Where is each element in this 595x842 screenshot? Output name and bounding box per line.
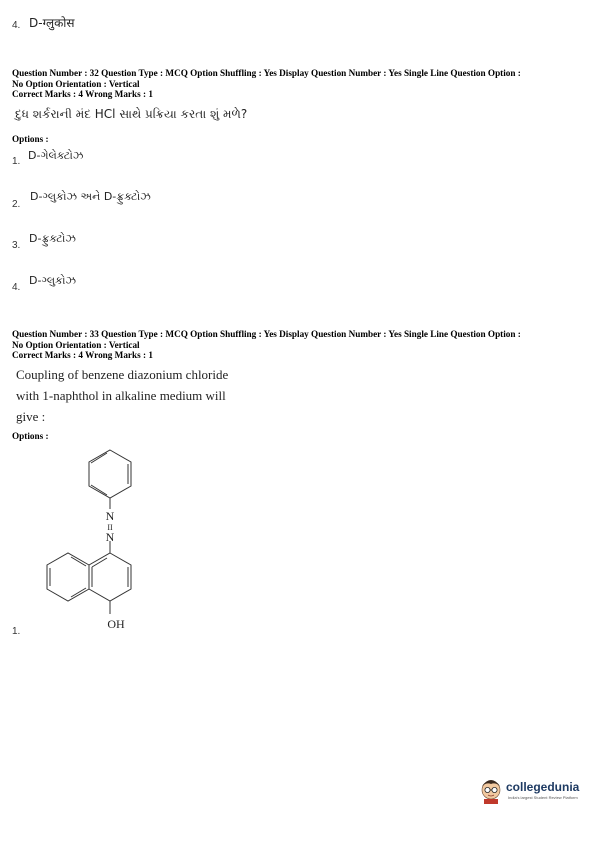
prev-option-number: 4. (12, 20, 21, 31)
option-number: 4. (12, 282, 21, 293)
option-text: D-ગેલેક્ટોઝ (28, 149, 84, 162)
question-33-meta-line1: Question Number : 33 Question Type : MCQ Option Shuffling : Yes Display Question Number : Yes Single Line Question Option : (12, 329, 521, 339)
benzene-ring (89, 450, 131, 498)
option-number: 2. (12, 199, 21, 210)
collegedunia-logo (478, 776, 588, 806)
question-33-text-line2: with 1-naphthol in alkaline medium will (16, 388, 226, 403)
option-text: D-ગ્લુકોઝ (29, 274, 77, 287)
option-text: D-ફ્રુક્ટોઝ (29, 232, 76, 245)
naphthalene-right-ring (89, 553, 131, 601)
double-bond-mark: II (107, 523, 113, 532)
hydroxyl-label: OH (107, 617, 125, 631)
option-text: D-ગ્લુકોઝ અને D-ફ્રુક્ટોઝ (30, 190, 151, 203)
question-32-meta-line2: No Option Orientation : Vertical (12, 78, 140, 89)
question-32-marks: Correct Marks : 4 Wrong Marks : 1 (12, 89, 153, 99)
logo-wordmark: collegedunia (506, 780, 580, 794)
question-32-meta-line1: Question Number : 32 Question Type : MCQ Option Shuffling : Yes Display Question Number : Yes Single Line Question Option : (12, 68, 521, 78)
nitrogen-bottom-label: N (105, 530, 115, 544)
question-33-marks: Correct Marks : 4 Wrong Marks : 1 (12, 350, 153, 360)
mascot-icon (478, 776, 504, 804)
logo-tagline: India's largest Student Review Platform (508, 795, 578, 800)
option-number: 3. (12, 240, 21, 251)
question-33-text-line1: Coupling of benzene diazonium chloride (16, 367, 229, 382)
prev-option-text: D-ग्लुकोस (29, 16, 75, 30)
question-33-options-label: Options : (12, 431, 49, 441)
option-number: 1. (12, 156, 21, 167)
nitrogen-top-label: N (105, 509, 115, 523)
naphthalene-left-ring (47, 553, 89, 601)
question-33-meta-line2: No Option Orientation : Vertical (12, 339, 140, 350)
question-32-text: દુધ શર્કરાની મંદ HCl સાથે પ્રક્રિયા કરતા શું મળે? (15, 107, 248, 121)
option-number: 1. (12, 626, 21, 637)
question-32-options-label: Options : (12, 134, 49, 144)
question-33-text-line3: give : (16, 409, 46, 424)
